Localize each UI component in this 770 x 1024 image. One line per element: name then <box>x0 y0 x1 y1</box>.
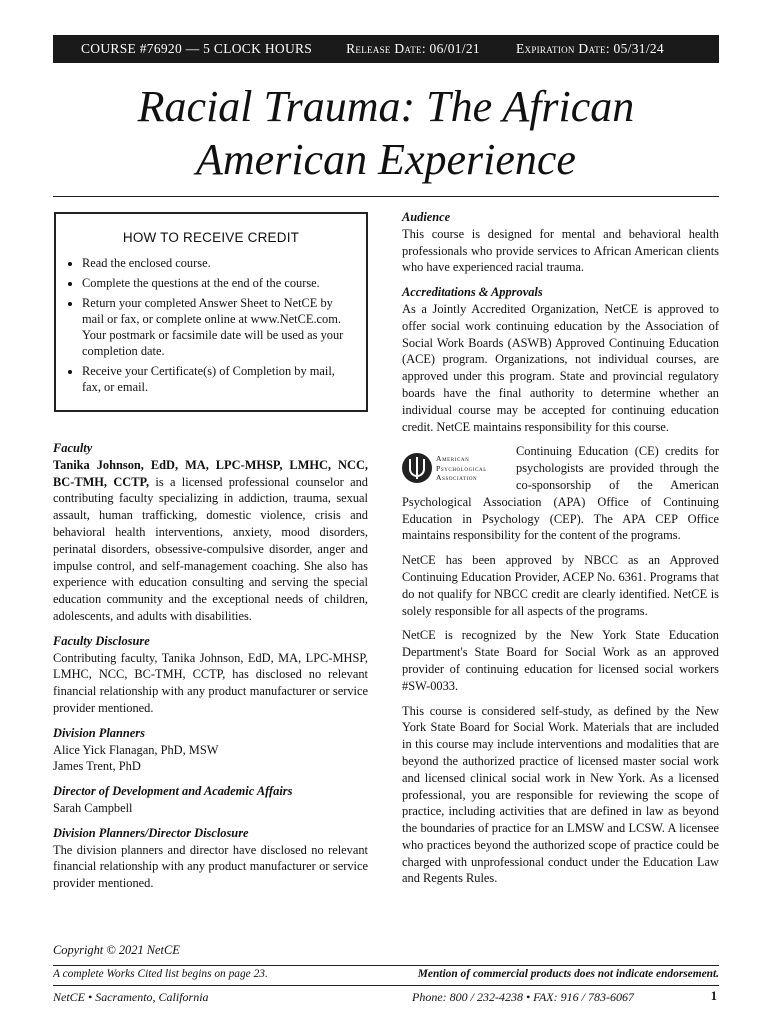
course-header-bar <box>53 35 719 63</box>
credit-step: • Read the enclosed course. <box>82 255 356 271</box>
apa-body: Continuing Education (CE) credits for psychologists are provided through the co-sponsorship of the American Psychological Association (APA) Office of Continuing Education in Psychology (CEP). The APA CEP Office maintains responsibility for the content of the programs. <box>402 444 719 543</box>
division-planners-heading: Division Planners <box>53 725 145 740</box>
apa-logo <box>402 447 510 489</box>
apa-logo-line: Psychological <box>436 463 487 473</box>
audience-heading: Audience <box>402 210 451 224</box>
publisher-location: NetCE • Sacramento, California <box>53 990 209 1004</box>
course-number: COURSE #76920 — 5 CLOCK HOURS <box>81 41 313 56</box>
nys-body: NetCE is recognized by the New York State Education Department's State Board for Social Work as an approved provider of continuing education for licensed social workers #SW-0033. <box>402 628 719 693</box>
psi-icon <box>402 453 432 483</box>
credit-steps-list <box>56 255 366 395</box>
credit-step: • Receive your Certificate(s) of Completion by mail, fax, or email. <box>82 363 356 395</box>
footer-divider <box>53 985 719 986</box>
page-title <box>53 80 719 186</box>
credit-step: • Complete the questions at the end of the course. <box>82 275 356 291</box>
title-line-1: Racial Trauma: The African <box>137 82 635 131</box>
faculty-bio: is a licensed professional counselor and contributing faculty specializing in addiction, trauma, sexual assault, human trafficking, domestic violence, crisis and behavioral health interventions, anxiety, mood disorders, perinatal disorders, obsessive-compulsive disorder, anger and impulse control, and self-management coaching. She also has experience with education consulting and serving the special education community and the exceptional needs of children, adolescents, and adults with disabilities. <box>53 474 368 623</box>
left-column <box>53 440 368 900</box>
director-heading: Director of Development and Academic Affairs <box>53 784 293 799</box>
works-cited-note: A complete Works Cited list begins on page 23. <box>53 968 268 980</box>
planner-disclosure-body: The division planners and director have disclosed no relevant financial relationship with any product manufacturer or service provider mentioned. <box>53 842 368 891</box>
contact-numbers: Phone: 800 / 232-4238 • FAX: 916 / 783-6067 <box>412 990 634 1004</box>
release-date: Release Date: 06/01/21 <box>346 41 480 56</box>
director-name: Sarah Campbell <box>53 800 133 815</box>
planner-name: Alice Yick Flanagan, PhD, MSW <box>53 742 219 757</box>
self-study-body: This course is considered self-study, as defined by the New York State Board for Social Work. Materials that are included in this course may include interventions and modalities that are beyond the authorized practice of licensed master social work and licensed clinical social work in New York. As a licensed professional, you are responsible for reviewing the scope of practice, including activities that are defined in law as beyond the boundaries of practice for an LMSW and LCSW. A licensee who practices beyond the authorized scope of practice could be charged with unprofessional conduct under the Education Law and Regents Rules. <box>402 703 719 886</box>
apa-logo-line: American <box>436 453 470 463</box>
accreditations-heading: Accreditations & Approvals <box>402 285 543 300</box>
apa-logo-text <box>436 454 487 483</box>
faculty-heading: Faculty <box>53 441 93 455</box>
faculty-bio-paragraph <box>53 457 368 625</box>
planner-disclosure-heading: Division Planners/Director Disclosure <box>53 825 249 840</box>
endorsement-note: Mention of commercial products does not indicate endorsement. <box>417 968 719 980</box>
page-number: 1 <box>710 989 717 1003</box>
faculty-name: Tanika Johnson, EdD, MA, LPC-MHSP, LMHC, NCC, BC-TMH, CCTP, <box>53 457 368 489</box>
nbcc-body: NetCE has been approved by NBCC as an Approved Continuing Education Provider, ACEP No. 6361. Programs that do not qualify for NBCC credit are clearly identified. NetCE is solely responsible for all aspects of the programs. <box>402 553 719 618</box>
apa-logo-line: Association <box>436 473 478 483</box>
faculty-disclosure-heading: Faculty Disclosure <box>53 633 150 648</box>
how-to-receive-credit-box <box>54 212 368 412</box>
title-divider <box>53 196 719 197</box>
apa-accreditation <box>402 443 719 544</box>
accreditations-body: As a Jointly Accredited Organization, NetCE is approved to offer social work continuing education by the Association of Social Work Boards (ASWB) Approved Continuing Education (ACE) program. Organizations, not individual courses, are approved under this program. State and provincial regulatory boards have the final authority to determine whether an individual course may be accepted for continuing education credit. NetCE maintains responsibility for this course. <box>402 301 719 434</box>
expiration-date: Expiration Date: 05/31/24 <box>515 41 664 56</box>
planner-name: James Trent, PhD <box>53 759 141 774</box>
right-column <box>402 209 719 895</box>
audience-body: This course is designed for mental and behavioral health professionals who provide services to African American clients who have experienced racial trauma. <box>402 226 719 275</box>
credit-step: • Return your completed Answer Sheet to NetCE by mail or fax, or complete online at www.NetCE.com. Your postmark or facsimile date will be used as your completion date. <box>82 295 356 359</box>
faculty-disclosure-body: Contributing faculty, Tanika Johnson, EdD, MA, LPC-MHSP, LMHC, NCC, BC-TMH, CCTP, has disclosed no relevant financial relationship with any product manufacturer or service provider mentioned. <box>53 650 368 715</box>
title-line-2: American Experience <box>196 135 576 184</box>
credit-box-heading: HOW TO RECEIVE CREDIT <box>122 230 300 245</box>
footer-divider <box>53 965 719 966</box>
copyright: Copyright © 2021 NetCE <box>53 943 180 957</box>
